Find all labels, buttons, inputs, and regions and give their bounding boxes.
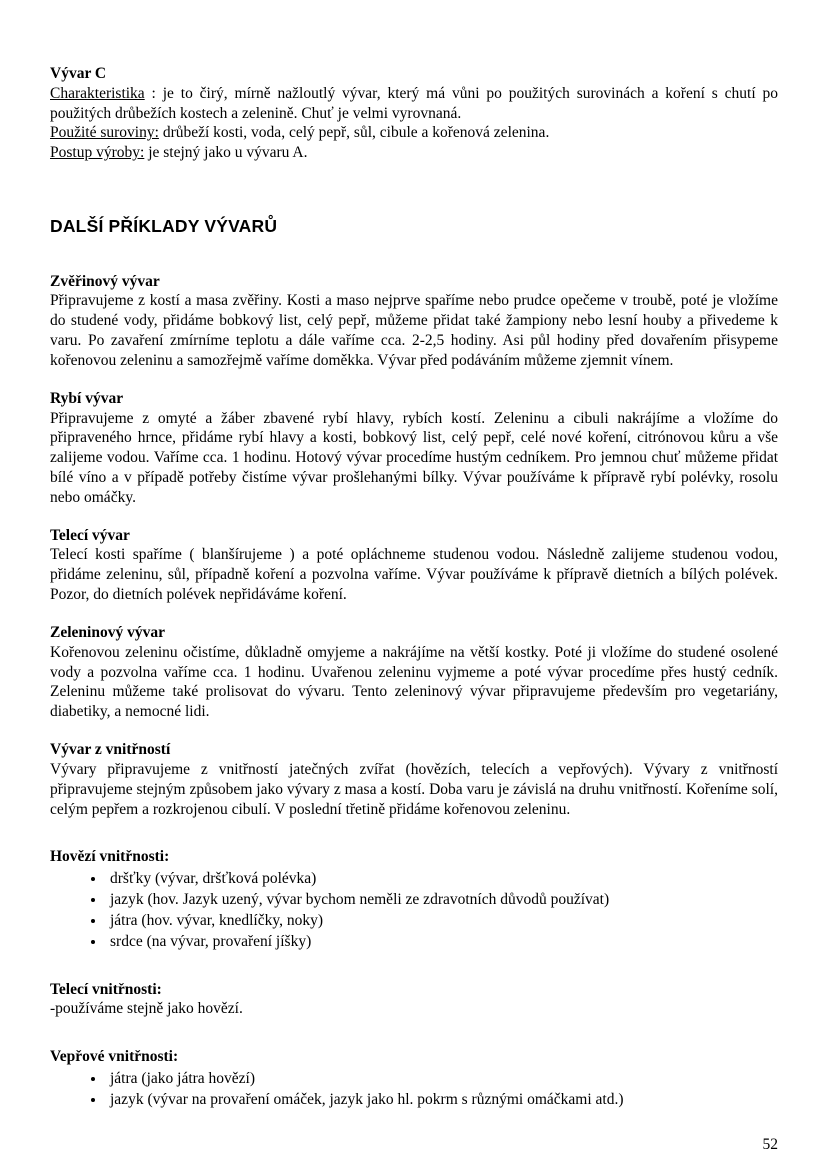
vyvar-c-title: Vývar C bbox=[50, 65, 107, 82]
list-item: • srdce (na vývar, provaření jíšky) bbox=[106, 932, 778, 952]
section-zeleninovy-vyvar bbox=[50, 623, 778, 722]
block-veprove-vnitrnosti bbox=[50, 1047, 778, 1109]
block-hovezi-vnitrnosti bbox=[50, 847, 778, 951]
list-item: • játra (jako játra hovězí) bbox=[106, 1069, 778, 1089]
postup-text: je stejný jako u vývaru A. bbox=[144, 144, 308, 162]
section-teleci-vyvar bbox=[50, 526, 778, 605]
section-heading: Zeleninový vývar bbox=[50, 623, 165, 641]
suroviny-text: drůbeží kosti, voda, celý pepř, sůl, cibule a kořenová zelenina. bbox=[158, 124, 550, 142]
list-item: • jazyk (vývar na provaření omáček, jazyk jako hl. pokrm s různými omáčkami atd.) bbox=[106, 1090, 778, 1110]
section-heading: Telecí vývar bbox=[50, 526, 130, 544]
section-paragraph: Připravujeme z omyté a žáber zbavené rybí hlavy, rybích kostí. Zeleninu a cibuli nakrájíme a vložíme do připraveného hrnce, přidáme rybí hlavy a kosti, bobkový list, celý pepř, celé nové koření, citrónovou kůru a vše zalijeme vodou. Vaříme cca. 1 hodinu. Hotový vývar procedíme hustým cedníkem. Pro jemnou chuť můžeme přidat bílé víno a v případě potřeby čistíme vývar prošlehanými bílky. Vývar používáme k přípravě rybí polévky, rosolu nebo omáčky. bbox=[50, 409, 778, 506]
list-item: • játra (hov. vývar, knedlíčky, noky) bbox=[106, 911, 778, 931]
bullet-list bbox=[50, 869, 778, 951]
main-heading: DALŠÍ PŘÍKLADY VÝVARŮ bbox=[50, 216, 278, 237]
charakteristika-label: Charakteristika bbox=[50, 84, 145, 102]
section-paragraph: Kořenovou zeleninu očistíme, důkladně omyjeme a nakrájíme na větší kostky. Poté ji vložíme do studené osolené vody a pozvolna vaříme cca. 1 hodinu. Uvařenou zeleninu vyjmeme a poté vývar procedíme přes hustý cedník. Zeleninu můžeme také prolisovat do vývaru. Tento zeleninový vývar připravujeme především pro vegetariány, diabetiky, a nemocné lidi. bbox=[50, 643, 778, 721]
section-zverinovy-vyvar bbox=[50, 272, 778, 371]
block-text: -používáme stejně jako hovězí. bbox=[50, 1000, 243, 1018]
section-heading: Zvěřinový vývar bbox=[50, 272, 160, 290]
section-rybi-vyvar bbox=[50, 389, 778, 508]
page-number: 52 bbox=[762, 1136, 778, 1154]
section-vyvar-z-vnitrnosti bbox=[50, 740, 778, 819]
vyvar-c-suroviny bbox=[50, 123, 778, 143]
vyvar-c-charakteristika bbox=[50, 84, 778, 124]
section-vyvar-c bbox=[50, 64, 778, 163]
charakteristika-text: : je to čirý, mírně nažloutlý vývar, který má vůni po použitých surovinách a koření s chutí po použitých drůbežích kostech a zelenině. Chuť je velmi vyrovnaná. bbox=[50, 84, 778, 122]
block-heading: Hovězí vnitřnosti: bbox=[50, 848, 170, 866]
block-teleci-vnitrnosti bbox=[50, 980, 778, 1020]
section-paragraph: Připravujeme z kostí a masa zvěřiny. Kosti a maso nejprve spaříme nebo prudce opečeme v troubě, poté je vložíme do studené vody, přidáme bobkový list, celý pepř, můžeme přidat také žampiony nebo lesní houby a přivedeme k varu. Po zavaření zmírníme teplotu a dále vaříme cca. 2-2,5 hodiny. Asi půl hodiny před dovařením přisypeme kořenovou zeleninu a samozřejmě vaříme doměkka. Vývar před podáváním můžeme zjemnit vínem. bbox=[50, 292, 778, 369]
section-heading: Vývar z vnitřností bbox=[50, 741, 171, 759]
block-heading: Telecí vnitřnosti: bbox=[50, 980, 162, 998]
section-paragraph: Telecí kosti spaříme ( blanšírujeme ) a poté opláchneme studenou vodou. Následně zalijeme studenou vodou, přidáme zeleninu, sůl, případně koření a pozvolna vaříme. Vývar používáme k přípravě dietních a bílých polévek. Pozor, do dietních polévek nepřidáváme koření. bbox=[50, 546, 778, 604]
section-heading: Rybí vývar bbox=[50, 389, 124, 407]
suroviny-label: Použité suroviny: bbox=[50, 124, 159, 142]
list-item: • dršťky (vývar, dršťková polévka) bbox=[106, 869, 778, 889]
section-paragraph: Vývary připravujeme z vnitřností jatečných zvířat (hovězích, telecích a vepřových). Vývary z vnitřností připravujeme stejným způsobem jako vývary z masa a kostí. Doba varu je závislá na druhu vnitřností. Kořeníme solí, celým pepřem a rozkrojenou cibulí. V poslední třetině přidáme kořenovou zeleninu. bbox=[50, 760, 778, 818]
block-heading: Vepřové vnitřnosti: bbox=[50, 1048, 179, 1066]
bullet-list bbox=[50, 1069, 778, 1110]
postup-label: Postup výroby: bbox=[50, 144, 145, 162]
list-item: • jazyk (hov. Jazyk uzený, vývar bychom neměli ze zdravotních důvodů používat) bbox=[106, 890, 778, 910]
vyvar-c-postup bbox=[50, 143, 778, 163]
